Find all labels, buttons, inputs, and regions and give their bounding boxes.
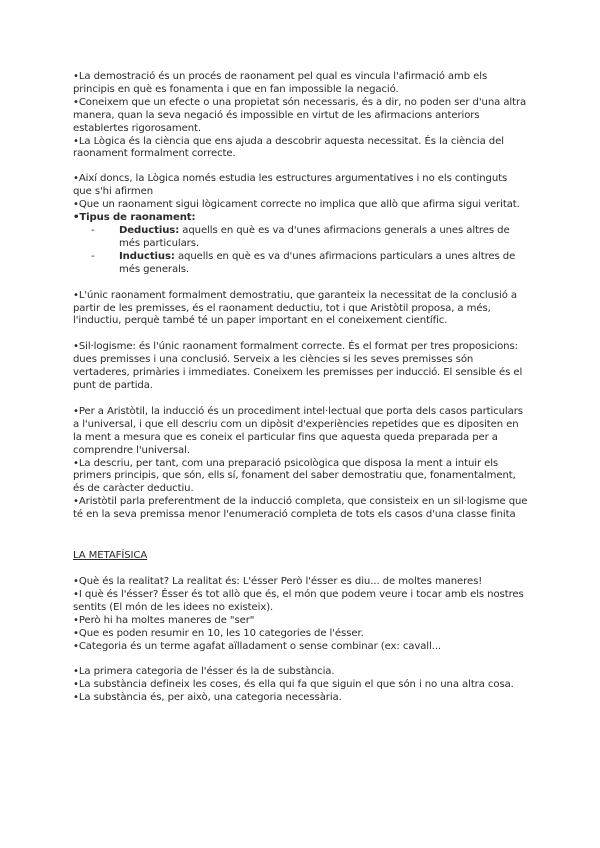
paragraph: •Que es poden resumir en 10, les 10 categories de l'ésser. <box>73 627 364 639</box>
term-definition: aquells en què es va d'unes afirmacions particulars a unes altres de més generals. <box>119 250 516 275</box>
paragraph: •Sil·logisme: és l'únic raonament formalment correcte. És el format per tres proposicions: dues premisses i una conclusió. Serveix a les ciències si les seves premisses són vertaderes, primàries i immediates. Coneixem les premisses per inducció. El sensible és el punt de partida. <box>73 341 523 392</box>
list-dash: - <box>91 250 95 262</box>
induction-paragraphs <box>73 406 528 522</box>
metaphysics-paragraphs <box>73 576 528 653</box>
list-item <box>91 251 528 277</box>
term-deductius: Deductius: <box>119 224 180 236</box>
paragraph: •Però hi ha moltes maneres de "ser" <box>73 614 255 626</box>
term-definition: aquells en què es va d'unes afirmacions generals a unes altres de més particulars. <box>119 224 510 249</box>
paragraph: •Que un raonament sigui lògicament correcte no implica que allò que afirma sigui veritat. <box>73 199 520 211</box>
paragraph: •Què és la realitat? La realitat és: L'ésser Però l'ésser es diu... de moltes maneres! <box>73 576 483 587</box>
syllogism-paragraph <box>73 341 528 393</box>
section-heading: LA METAFÍSICA <box>73 550 148 562</box>
paragraph: •La demostració és un procés de raonament pel qual es vincula l'afirmació amb els principis en què es fonamenta i que en fan impossible la negació. <box>73 71 488 95</box>
paragraph: •I què és l'ésser? Ésser és tot allò que és, el món que podem veure i tocar amb els nostres sentits (El món de les idees no existeix). <box>73 588 524 613</box>
paragraph: •La substància és, per això, una categoria necessària. <box>73 692 342 704</box>
paragraph: •La descriu, per tant, com una preparació psicològica que disposa la ment a intuir els primers principis, que són, ells sí, fonament del saber demostratiu que, fonamentalment, és de caràcter deductiu. <box>73 457 516 495</box>
substance-paragraphs <box>73 666 528 705</box>
demonstration-paragraphs <box>73 71 528 161</box>
list-dash: - <box>91 224 95 236</box>
paragraph: •L'únic raonament formalment demostratiu, que garanteix la necessitat de la conclusió a partir de les premisses, és el raonament deductiu, tot i que Aristòtil proposa, a més, l'inductiu, perquè també té un paper important en el coneixement científic. <box>73 289 518 327</box>
paragraph: •Categoria és un terme agafat aïlladament o sense combinar (ex: cavall... <box>73 640 442 652</box>
list-item <box>91 225 528 251</box>
deductive-paragraph <box>73 290 528 329</box>
paragraph: •Aristòtil parla preferentment de la inducció completa, que consisteix en un sil·logisme que té en la seva premissa menor l'enumeració completa de tots els casos d'una classe finita <box>73 496 528 521</box>
document-page <box>73 71 528 705</box>
paragraph: •Així doncs, la Lògica només estudia les estructures argumentatives i no els continguts que s'hi afirmen <box>73 173 508 198</box>
reasoning-types <box>73 212 528 277</box>
paragraph: •La primera categoria de l'ésser és la de substància. <box>73 666 335 678</box>
paragraph: •Per a Aristòtil, la inducció és un procediment intel·lectual que porta dels casos particulars a l'universal, i que ell descriu com un dipòsit d'experiències repetides que es dipositen en la ment a mesura que es coneix el particular fins que aquesta queda preparada per a comprendre l'universal. <box>73 405 523 456</box>
reasoning-types-title: •Tipus de raonament: <box>73 212 196 224</box>
logic-paragraphs <box>73 173 528 212</box>
paragraph: •Coneixem que un efecte o una propietat són necessaris, és a dir, no poden ser d'una altra manera, quan la seva negació és impossible en virtut de les afirmacions anteriors establertes rigorosament. <box>73 96 527 134</box>
paragraph: •La Lògica és la ciència que ens ajuda a descobrir aquesta necessitat. És la ciència del raonament formalment correcte. <box>73 135 504 160</box>
paragraph: •La substància defineix les coses, és ella qui fa que siguin el que són i no una altra cosa. <box>73 679 514 691</box>
term-inductius: Inductius: <box>119 250 175 262</box>
